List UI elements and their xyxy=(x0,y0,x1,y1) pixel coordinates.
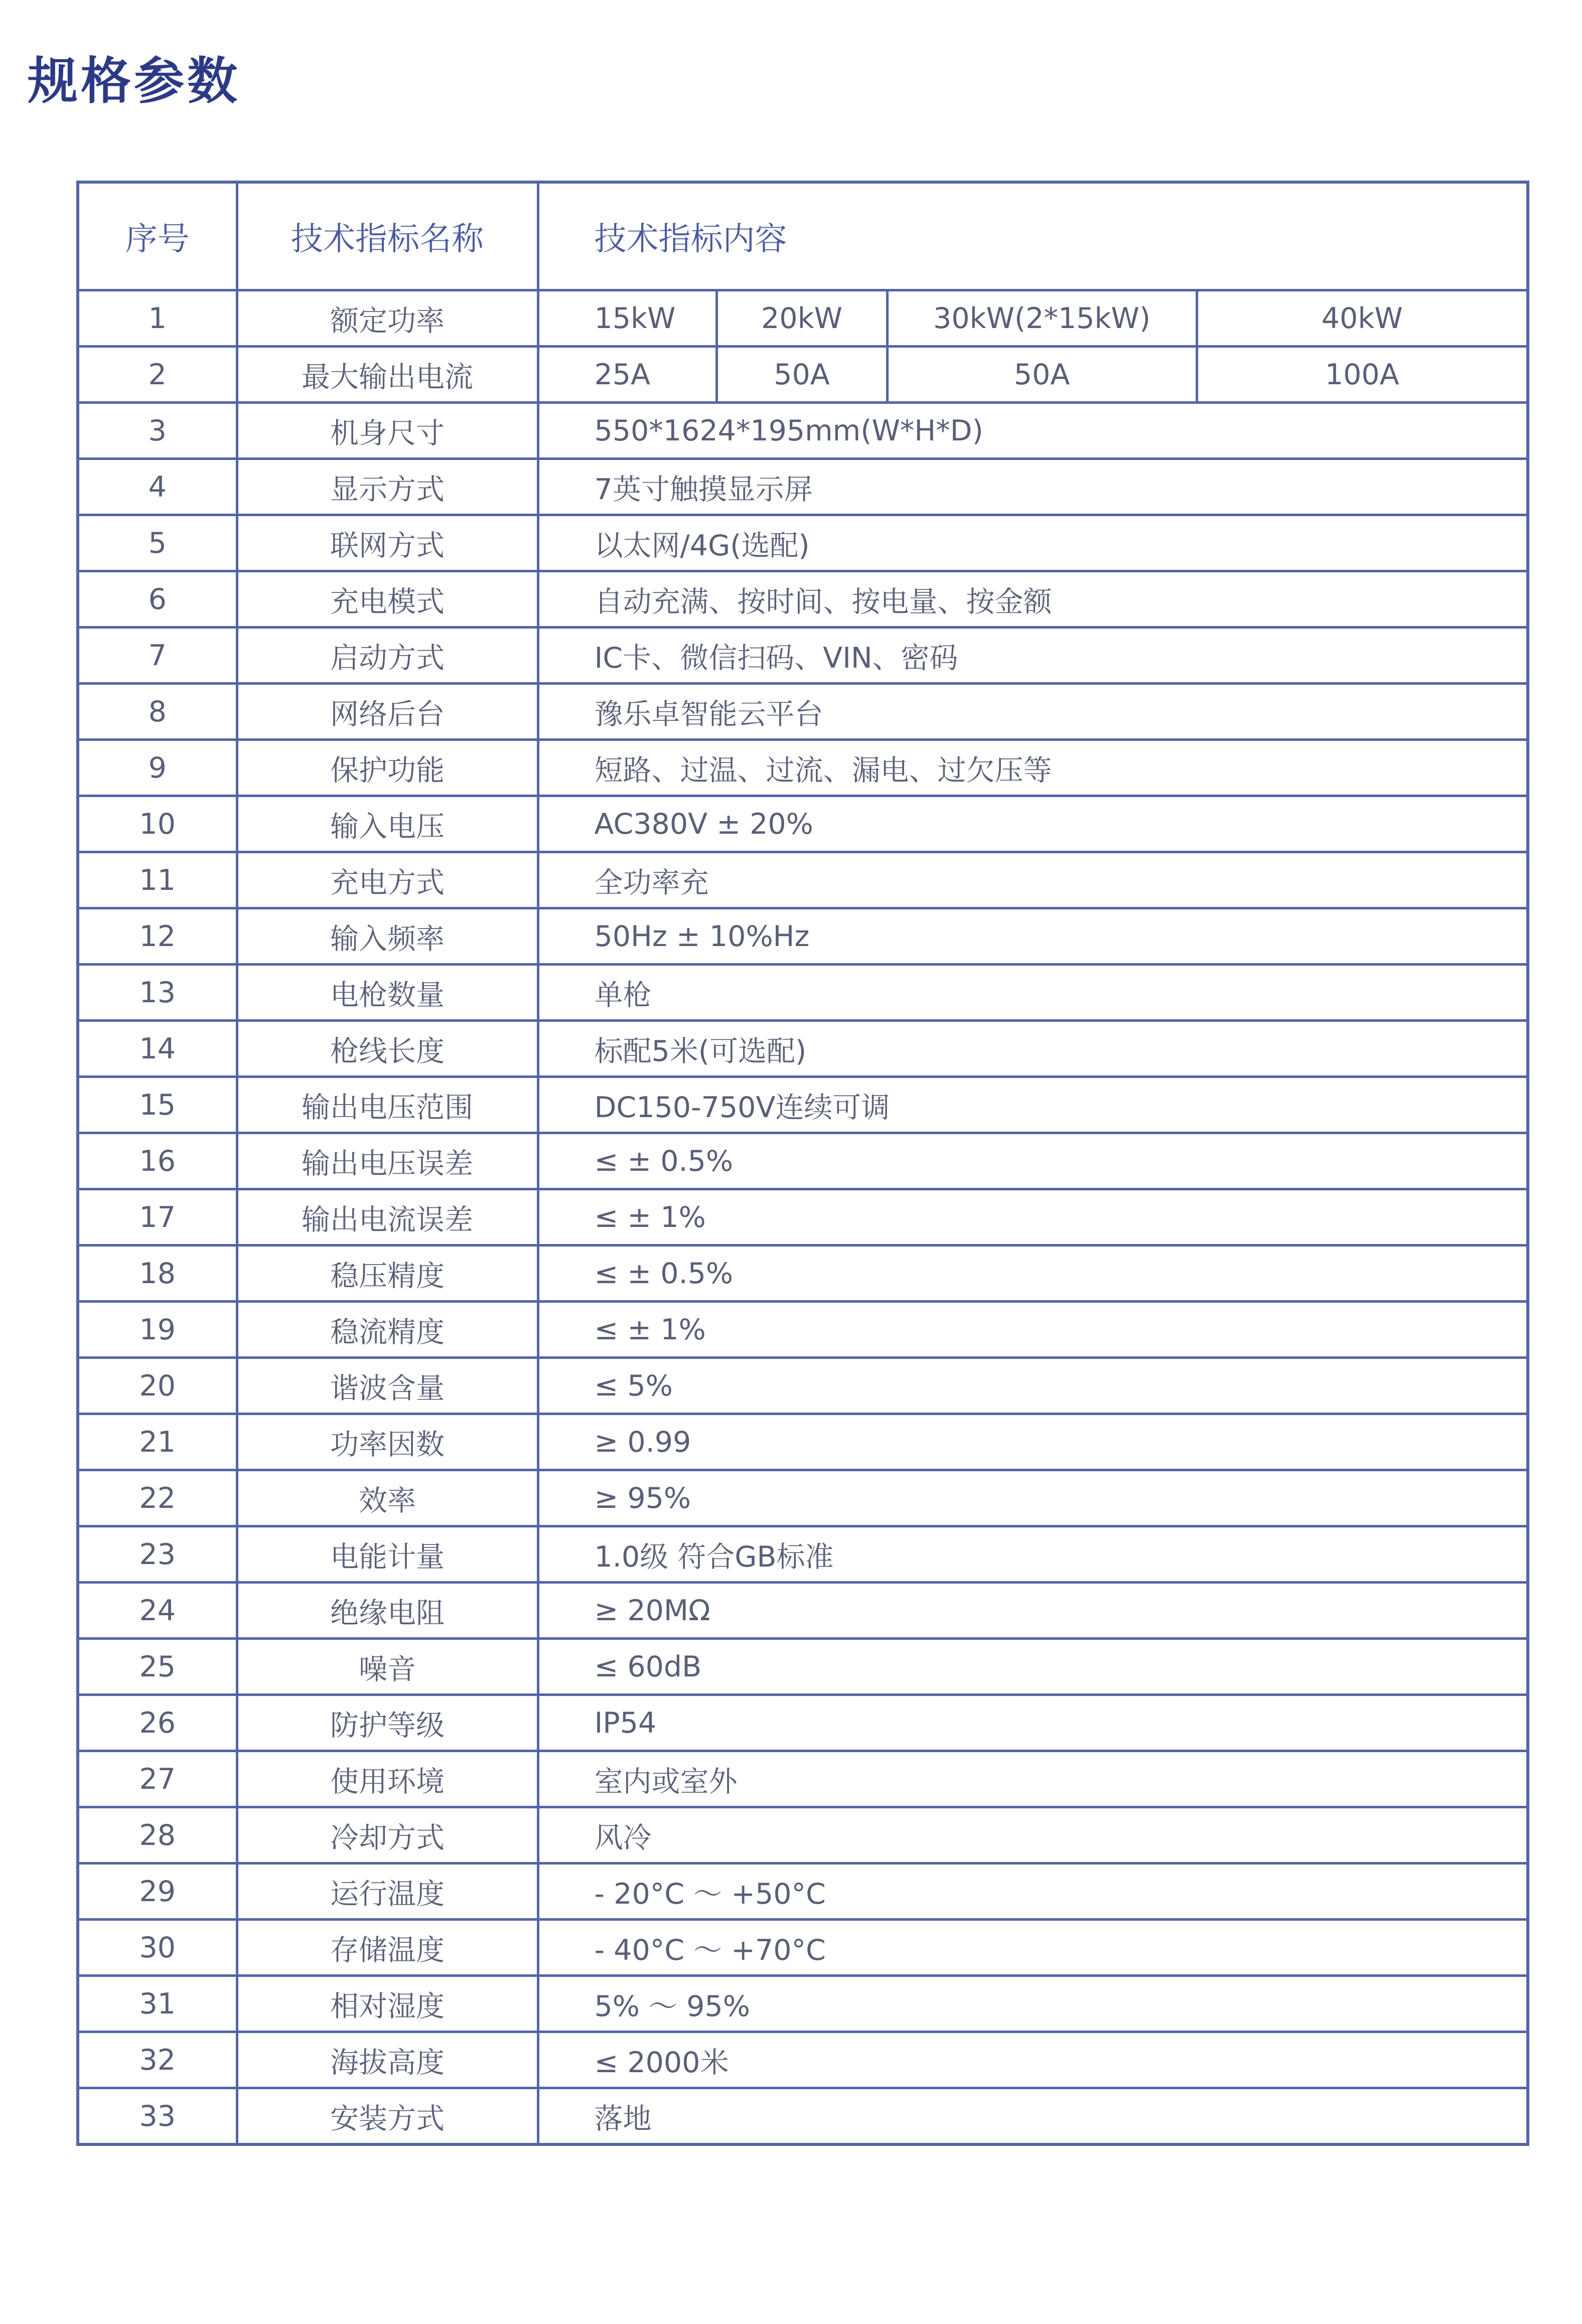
row-index: 30 xyxy=(78,1920,237,1976)
table-row xyxy=(78,908,1528,965)
row-value: - 20°C ～ +50°C xyxy=(538,1864,1528,1920)
header-content: 技术指标内容 xyxy=(538,182,1528,290)
row-value: ≤ 2000米 xyxy=(538,2032,1528,2088)
row-name: 稳压精度 xyxy=(237,1246,538,1302)
row-name: 运行温度 xyxy=(237,1864,538,1920)
row-option-value: 30kW(2*15kW) xyxy=(887,290,1197,347)
table-row xyxy=(78,1976,1528,2032)
row-index: 3 xyxy=(78,403,237,459)
row-value: 豫乐卓智能云平台 xyxy=(538,684,1528,740)
row-name: 启动方式 xyxy=(237,628,538,684)
row-name: 绝缘电阻 xyxy=(237,1583,538,1639)
row-name: 防护等级 xyxy=(237,1695,538,1751)
table-row xyxy=(78,1246,1528,1302)
spec-table xyxy=(76,181,1529,2146)
row-name: 输出电流误差 xyxy=(237,1189,538,1246)
row-name: 输出电压误差 xyxy=(237,1133,538,1189)
table-row xyxy=(78,684,1528,740)
table-row xyxy=(78,1920,1528,1976)
table-row xyxy=(78,852,1528,908)
row-name: 稳流精度 xyxy=(237,1302,538,1358)
row-index: 19 xyxy=(78,1302,237,1358)
row-value: ≥ 0.99 xyxy=(538,1414,1528,1470)
row-index: 16 xyxy=(78,1133,237,1189)
row-name: 相对湿度 xyxy=(237,1976,538,2032)
row-name: 谐波含量 xyxy=(237,1358,538,1414)
row-value: 落地 xyxy=(538,2088,1528,2145)
table-row xyxy=(78,1470,1528,1526)
row-index: 23 xyxy=(78,1526,237,1583)
row-name: 电能计量 xyxy=(237,1526,538,1583)
row-name: 额定功率 xyxy=(237,290,538,347)
table-row xyxy=(78,347,1528,403)
row-index: 21 xyxy=(78,1414,237,1470)
row-value: ≥ 20MΩ xyxy=(538,1583,1528,1639)
row-index: 25 xyxy=(78,1639,237,1695)
row-value: 5% ～ 95% xyxy=(538,1976,1528,2032)
table-row xyxy=(78,1302,1528,1358)
row-value: ≥ 95% xyxy=(538,1470,1528,1526)
row-index: 27 xyxy=(78,1751,237,1807)
table-row xyxy=(78,459,1528,515)
row-option-value: 15kW xyxy=(538,290,716,347)
table-row xyxy=(78,628,1528,684)
row-index: 32 xyxy=(78,2032,237,2088)
row-index: 4 xyxy=(78,459,237,515)
table-row xyxy=(78,571,1528,628)
row-option-value: 20kW xyxy=(716,290,887,347)
table-row xyxy=(78,1751,1528,1807)
row-value: 单枪 xyxy=(538,965,1528,1021)
row-index: 10 xyxy=(78,796,237,852)
row-name: 存储温度 xyxy=(237,1920,538,1976)
row-index: 5 xyxy=(78,515,237,571)
row-value: DC150-750V连续可调 xyxy=(538,1077,1528,1133)
row-index: 18 xyxy=(78,1246,237,1302)
row-name: 效率 xyxy=(237,1470,538,1526)
table-row xyxy=(78,1639,1528,1695)
row-name: 海拔高度 xyxy=(237,2032,538,2088)
table-row xyxy=(78,1021,1528,1077)
row-value: - 40°C ～ +70°C xyxy=(538,1920,1528,1976)
row-name: 充电模式 xyxy=(237,571,538,628)
header-name: 技术指标名称 xyxy=(237,182,538,290)
row-name: 功率因数 xyxy=(237,1414,538,1470)
row-index: 9 xyxy=(78,740,237,796)
page-title: 规格参数 xyxy=(28,52,240,110)
table-row xyxy=(78,740,1528,796)
row-value: 550*1624*195mm(W*H*D) xyxy=(538,403,1528,459)
table-row xyxy=(78,1189,1528,1246)
row-name: 保护功能 xyxy=(237,740,538,796)
row-index: 29 xyxy=(78,1864,237,1920)
row-index: 8 xyxy=(78,684,237,740)
row-index: 20 xyxy=(78,1358,237,1414)
table-row xyxy=(78,1414,1528,1470)
row-name: 机身尺寸 xyxy=(237,403,538,459)
row-name: 安装方式 xyxy=(237,2088,538,2145)
row-index: 22 xyxy=(78,1470,237,1526)
row-value: ≤ ± 0.5% xyxy=(538,1246,1528,1302)
row-index: 2 xyxy=(78,347,237,403)
table-row xyxy=(78,1526,1528,1583)
row-name: 输入频率 xyxy=(237,908,538,965)
table-row xyxy=(78,1358,1528,1414)
row-value: IC卡、微信扫码、VIN、密码 xyxy=(538,628,1528,684)
row-value: ≤ 5% xyxy=(538,1358,1528,1414)
table-row xyxy=(78,2088,1528,2145)
table-row xyxy=(78,1864,1528,1920)
row-value: 50Hz ± 10%Hz xyxy=(538,908,1528,965)
row-value: 风冷 xyxy=(538,1807,1528,1864)
row-value: 短路、过温、过流、漏电、过欠压等 xyxy=(538,740,1528,796)
row-name: 网络后台 xyxy=(237,684,538,740)
row-value: 以太网/4G(选配) xyxy=(538,515,1528,571)
table-row xyxy=(78,2032,1528,2088)
row-index: 15 xyxy=(78,1077,237,1133)
row-index: 6 xyxy=(78,571,237,628)
row-index: 28 xyxy=(78,1807,237,1864)
row-name: 输出电压范围 xyxy=(237,1077,538,1133)
table-row xyxy=(78,1807,1528,1864)
row-value: 1.0级 符合GB标准 xyxy=(538,1526,1528,1583)
row-index: 1 xyxy=(78,290,237,347)
table-row xyxy=(78,403,1528,459)
table-row xyxy=(78,1695,1528,1751)
row-index: 13 xyxy=(78,965,237,1021)
row-value: ≤ ± 0.5% xyxy=(538,1133,1528,1189)
row-name: 充电方式 xyxy=(237,852,538,908)
row-index: 12 xyxy=(78,908,237,965)
row-index: 31 xyxy=(78,1976,237,2032)
row-value: 自动充满、按时间、按电量、按金额 xyxy=(538,571,1528,628)
row-option-value: 50A xyxy=(887,347,1197,403)
row-value: AC380V ± 20% xyxy=(538,796,1528,852)
row-value: ≤ ± 1% xyxy=(538,1302,1528,1358)
table-row xyxy=(78,1077,1528,1133)
row-value: 标配5米(可选配) xyxy=(538,1021,1528,1077)
table-row xyxy=(78,1583,1528,1639)
row-index: 11 xyxy=(78,852,237,908)
table-row xyxy=(78,965,1528,1021)
row-name: 枪线长度 xyxy=(237,1021,538,1077)
row-name: 输入电压 xyxy=(237,796,538,852)
row-name: 显示方式 xyxy=(237,459,538,515)
row-value: 7英寸触摸显示屏 xyxy=(538,459,1528,515)
table-row xyxy=(78,1133,1528,1189)
row-value: ≤ 60dB xyxy=(538,1639,1528,1695)
table-header-row xyxy=(78,182,1528,290)
row-value: IP54 xyxy=(538,1695,1528,1751)
row-name: 联网方式 xyxy=(237,515,538,571)
row-option-value: 40kW xyxy=(1197,290,1528,347)
row-option-value: 25A xyxy=(538,347,716,403)
row-index: 14 xyxy=(78,1021,237,1077)
row-name: 电枪数量 xyxy=(237,965,538,1021)
row-index: 33 xyxy=(78,2088,237,2145)
row-value: ≤ ± 1% xyxy=(538,1189,1528,1246)
row-option-value: 100A xyxy=(1197,347,1528,403)
row-name: 冷却方式 xyxy=(237,1807,538,1864)
table-row xyxy=(78,796,1528,852)
header-index: 序号 xyxy=(78,182,237,290)
row-name: 最大输出电流 xyxy=(237,347,538,403)
row-index: 24 xyxy=(78,1583,237,1639)
row-index: 17 xyxy=(78,1189,237,1246)
row-value: 全功率充 xyxy=(538,852,1528,908)
row-value: 室内或室外 xyxy=(538,1751,1528,1807)
row-index: 7 xyxy=(78,628,237,684)
table-row xyxy=(78,290,1528,347)
row-option-value: 50A xyxy=(716,347,887,403)
table-row xyxy=(78,515,1528,571)
row-name: 使用环境 xyxy=(237,1751,538,1807)
row-name: 噪音 xyxy=(237,1639,538,1695)
row-index: 26 xyxy=(78,1695,237,1751)
